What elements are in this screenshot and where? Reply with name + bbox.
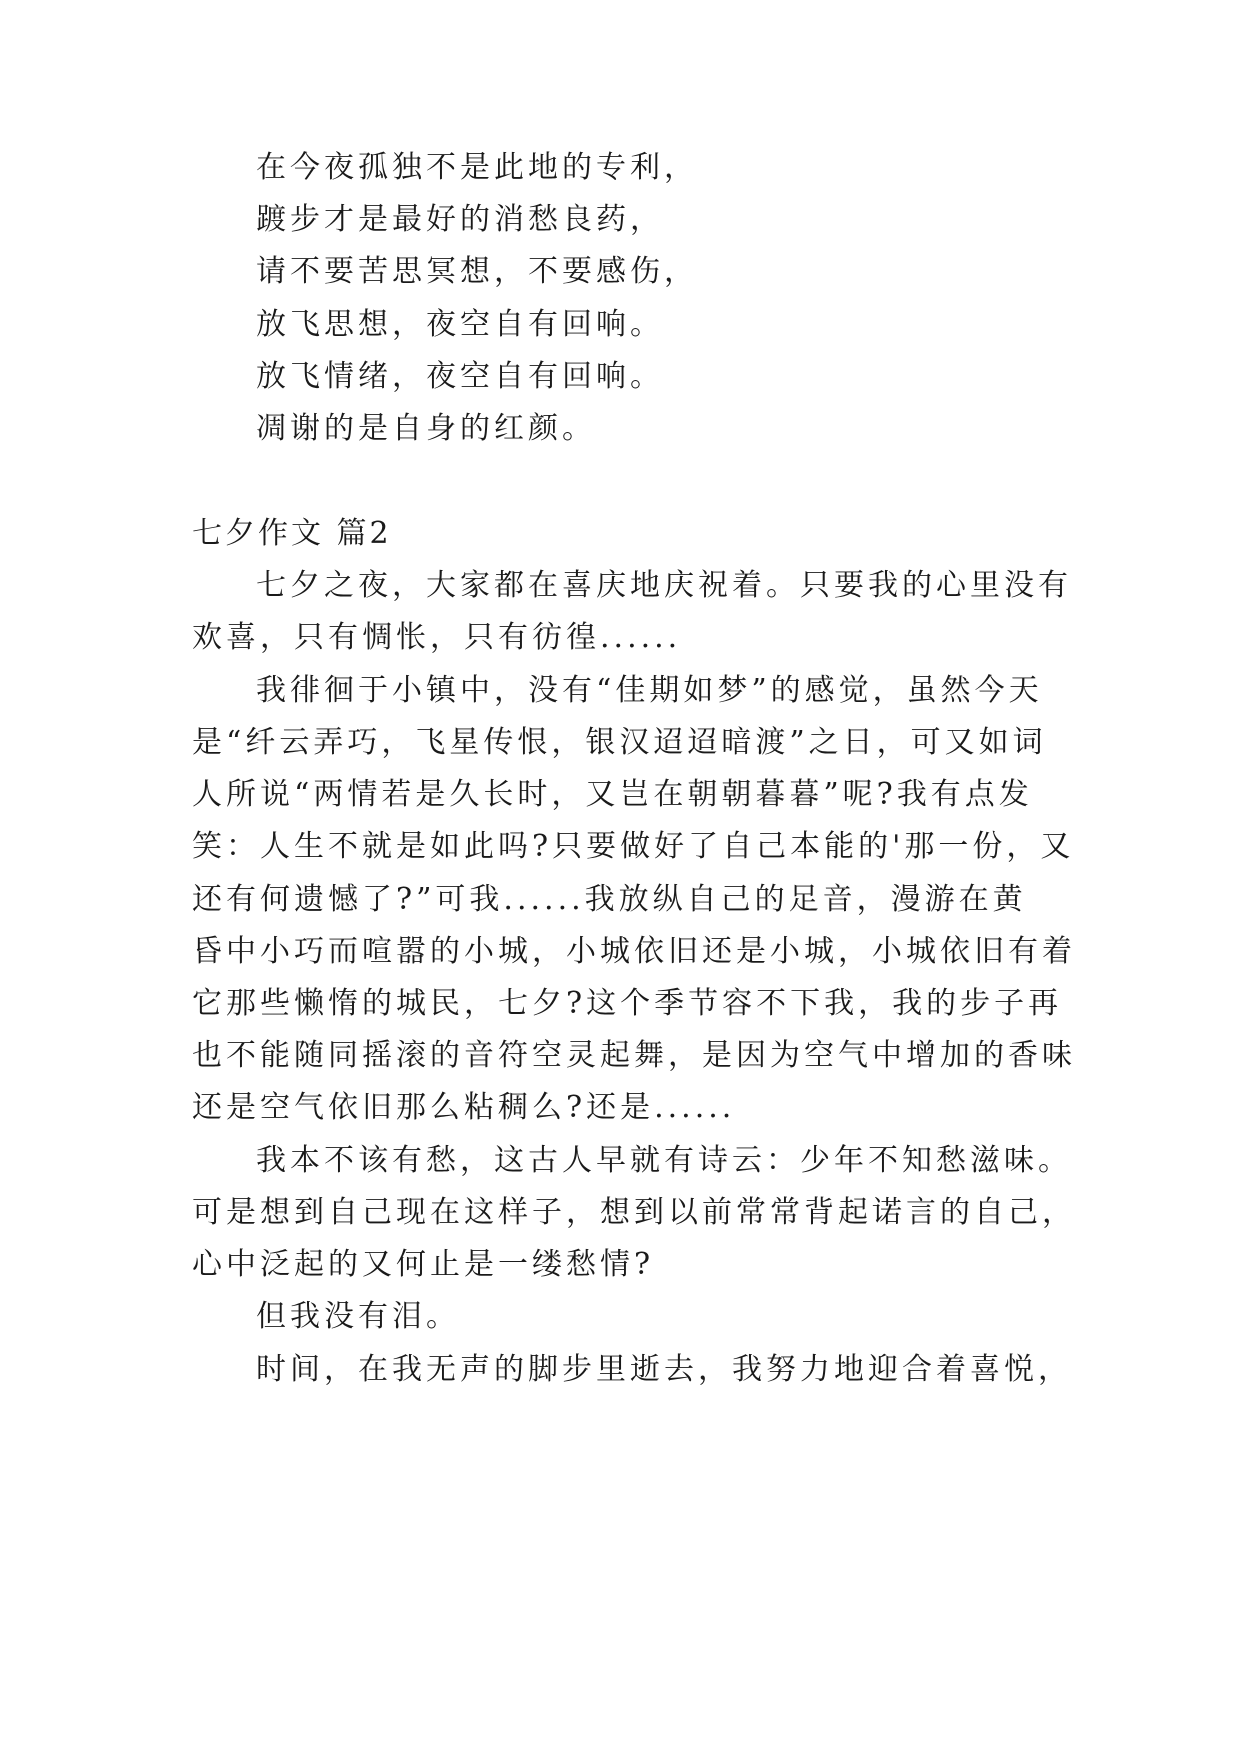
- poem-line: 踱步才是最好的消愁良药，: [256, 202, 664, 237]
- section-title: 七夕作文 篇2: [192, 516, 392, 551]
- poem-line: 凋谢的是自身的红颜。: [256, 411, 596, 446]
- paragraph-line: 我本不该有愁，这古人早就有诗云：少年不知愁滋味。: [256, 1143, 1072, 1178]
- paragraph-line: 可是想到自己现在这样子，想到以前常常背起诺言的自己，: [192, 1195, 1076, 1230]
- paragraph-line: 七夕之夜，大家都在喜庆地庆祝着。只要我的心里没有: [256, 568, 1072, 603]
- paragraph-line: 但我没有泪。: [256, 1299, 460, 1334]
- paragraph-line: 也不能随同摇滚的音符空灵起舞，是因为空气中增加的香味: [192, 1038, 1076, 1073]
- paragraph-line: 人所说“两情若是久长时，又岂在朝朝暮暮”呢?我有点发: [192, 777, 1033, 812]
- poem-line: 在今夜孤独不是此地的专利，: [256, 150, 698, 185]
- paragraph-line: 昏中小巧而喧嚣的小城，小城依旧还是小城，小城依旧有着: [192, 934, 1076, 969]
- poem-line: 请不要苦思冥想，不要感伤，: [256, 254, 698, 289]
- paragraph-line: 时间，在我无声的脚步里逝去，我努力地迎合着喜悦，: [256, 1352, 1072, 1387]
- paragraph-line: 我徘徊于小镇中，没有“佳期如梦”的感觉，虽然今天: [256, 673, 1043, 708]
- paragraph-line: 还有何遗憾了?”可我......我放纵自己的足音，漫游在黄: [192, 882, 1027, 917]
- paragraph-line: 它那些懒惰的城民，七夕?这个季节容不下我，我的步子再: [192, 986, 1063, 1021]
- poem-line: 放飞情绪，夜空自有回响。: [256, 359, 664, 394]
- paragraph-line: 笑：人生不就是如此吗?只要做好了自己本能的'那一份，又: [192, 829, 1075, 864]
- paragraph-line: 欢喜，只有惆怅，只有彷徨......: [192, 620, 682, 655]
- paragraph-line: 还是空气依旧那么粘稠么?还是......: [192, 1090, 736, 1125]
- paragraph-line: 是“纤云弄巧，飞星传恨，银汉迢迢暗渡”之日，可又如词: [192, 725, 1047, 760]
- poem-line: 放飞思想，夜空自有回响。: [256, 307, 664, 342]
- paragraph-line: 心中泛起的又何止是一缕愁情?: [192, 1247, 655, 1282]
